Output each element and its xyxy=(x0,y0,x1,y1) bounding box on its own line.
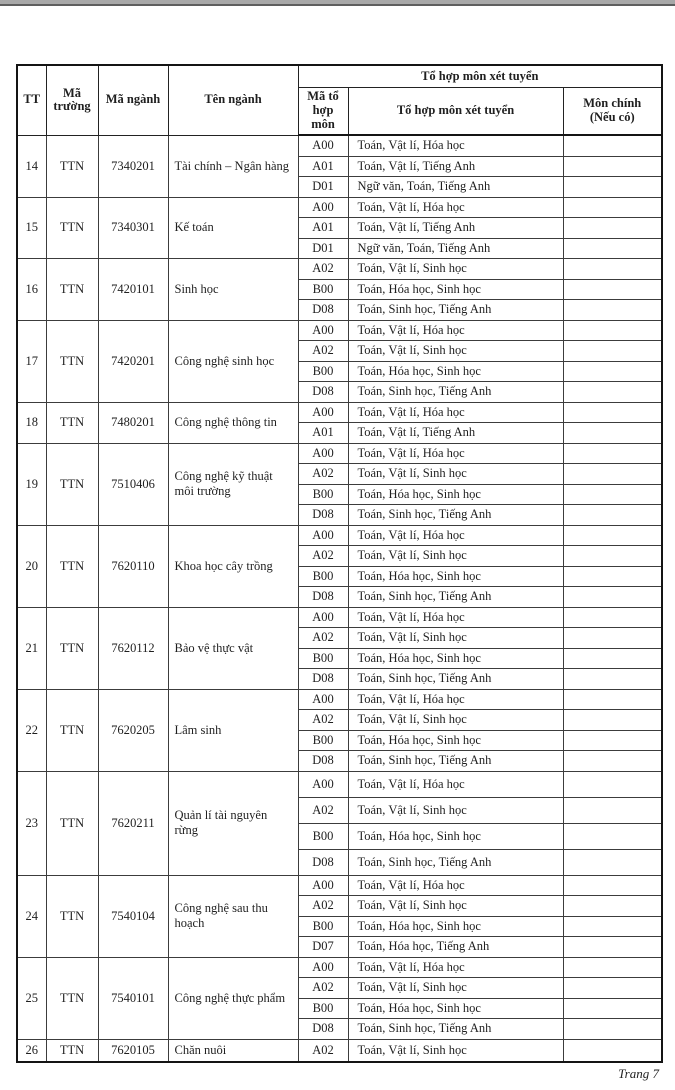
tt-cell: 23 xyxy=(17,771,46,875)
header-combo-group: Tổ hợp môn xét tuyển xyxy=(298,65,662,88)
school-code-cell: TTN xyxy=(46,525,98,607)
main-subject-cell xyxy=(563,135,662,156)
school-code-cell: TTN xyxy=(46,957,98,1039)
combo-code-cell: A02 xyxy=(298,1039,348,1062)
combo-code-cell: A00 xyxy=(298,607,348,628)
combo-subjects-cell: Toán, Vật lí, Hóa học xyxy=(348,607,563,628)
combo-subjects-cell: Toán, Vật lí, Sinh học xyxy=(348,978,563,999)
combo-code-cell: D08 xyxy=(298,300,348,321)
table-header xyxy=(17,65,662,135)
school-code-cell: TTN xyxy=(46,259,98,321)
combo-code-cell: D08 xyxy=(298,382,348,403)
header-combo-subjects: Tổ hợp môn xét tuyển xyxy=(348,88,563,136)
school-code-cell: TTN xyxy=(46,771,98,875)
major-code-cell: 7510406 xyxy=(98,443,168,525)
header-row-1 xyxy=(17,65,662,88)
combo-code-cell: D01 xyxy=(298,177,348,198)
main-subject-cell xyxy=(563,998,662,1019)
combo-code-cell: B00 xyxy=(298,916,348,937)
school-code-cell: TTN xyxy=(46,197,98,259)
combo-subjects-cell: Toán, Vật lí, Hóa học xyxy=(348,957,563,978)
combo-subjects-cell: Toán, Sinh học, Tiếng Anh xyxy=(348,300,563,321)
combo-subjects-cell: Toán, Hóa học, Sinh học xyxy=(348,998,563,1019)
combo-code-cell: A00 xyxy=(298,402,348,423)
main-subject-cell xyxy=(563,197,662,218)
main-subject-cell xyxy=(563,464,662,485)
major-name-cell: Lâm sinh xyxy=(168,689,298,771)
major-code-cell: 7540104 xyxy=(98,875,168,957)
main-subject-cell xyxy=(563,823,662,849)
tt-cell: 20 xyxy=(17,525,46,607)
major-name-cell: Công nghệ sinh học xyxy=(168,320,298,402)
major-name-cell: Tài chính – Ngân hàng xyxy=(168,135,298,197)
major-code-cell: 7340301 xyxy=(98,197,168,259)
main-subject-cell xyxy=(563,628,662,649)
combo-code-cell: D08 xyxy=(298,669,348,690)
combo-code-cell: A02 xyxy=(298,464,348,485)
school-code-cell: TTN xyxy=(46,443,98,525)
main-subject-cell xyxy=(563,937,662,958)
combo-subjects-cell: Toán, Sinh học, Tiếng Anh xyxy=(348,669,563,690)
main-subject-cell xyxy=(563,341,662,362)
combo-subjects-cell: Toán, Hóa học, Sinh học xyxy=(348,361,563,382)
combo-code-cell: A00 xyxy=(298,957,348,978)
combo-subjects-cell: Toán, Sinh học, Tiếng Anh xyxy=(348,382,563,403)
school-code-cell: TTN xyxy=(46,875,98,957)
major-name-cell: Công nghệ thông tin xyxy=(168,402,298,443)
combo-subjects-cell: Toán, Vật lí, Sinh học xyxy=(348,797,563,823)
tt-cell: 17 xyxy=(17,320,46,402)
combo-code-cell: A02 xyxy=(298,978,348,999)
table-row xyxy=(17,443,662,464)
major-code-cell: 7620211 xyxy=(98,771,168,875)
combo-subjects-cell: Toán, Vật lí, Sinh học xyxy=(348,546,563,567)
combo-subjects-cell: Toán, Hóa học, Sinh học xyxy=(348,648,563,669)
main-subject-cell xyxy=(563,300,662,321)
combo-subjects-cell: Toán, Vật lí, Hóa học xyxy=(348,771,563,797)
main-subject-cell xyxy=(563,607,662,628)
major-name-cell: Công nghệ sau thu hoạch xyxy=(168,875,298,957)
school-code-cell: TTN xyxy=(46,320,98,402)
document-page xyxy=(16,64,661,1082)
major-name-cell: Khoa học cây trồng xyxy=(168,525,298,607)
combo-code-cell: B00 xyxy=(298,279,348,300)
combo-subjects-cell: Toán, Vật lí, Sinh học xyxy=(348,710,563,731)
main-subject-cell xyxy=(563,238,662,259)
main-subject-cell xyxy=(563,587,662,608)
combo-code-cell: A00 xyxy=(298,875,348,896)
tt-cell: 15 xyxy=(17,197,46,259)
admission-combinations-table xyxy=(16,64,663,1063)
combo-code-cell: D08 xyxy=(298,751,348,772)
major-code-cell: 7420101 xyxy=(98,259,168,321)
tt-cell: 25 xyxy=(17,957,46,1039)
major-code-cell: 7480201 xyxy=(98,402,168,443)
table-row xyxy=(17,771,662,797)
combo-subjects-cell: Toán, Hóa học, Sinh học xyxy=(348,566,563,587)
combo-subjects-cell: Toán, Vật lí, Hóa học xyxy=(348,402,563,423)
combo-code-cell: A02 xyxy=(298,341,348,362)
combo-subjects-cell: Toán, Sinh học, Tiếng Anh xyxy=(348,587,563,608)
combo-subjects-cell: Toán, Sinh học, Tiếng Anh xyxy=(348,849,563,875)
header-major-code: Mã ngành xyxy=(98,65,168,135)
combo-subjects-cell: Toán, Sinh học, Tiếng Anh xyxy=(348,505,563,526)
main-subject-cell xyxy=(563,361,662,382)
major-code-cell: 7620105 xyxy=(98,1039,168,1062)
main-subject-cell xyxy=(563,423,662,444)
main-subject-cell xyxy=(563,566,662,587)
combo-code-cell: A01 xyxy=(298,218,348,239)
main-subject-cell xyxy=(563,320,662,341)
combo-code-cell: B00 xyxy=(298,361,348,382)
combo-code-cell: B00 xyxy=(298,648,348,669)
combo-code-cell: A01 xyxy=(298,156,348,177)
major-name-cell: Chăn nuôi xyxy=(168,1039,298,1062)
table-row xyxy=(17,689,662,710)
combo-subjects-cell: Toán, Vật lí, Hóa học xyxy=(348,875,563,896)
combo-subjects-cell: Toán, Vật lí, Tiếng Anh xyxy=(348,156,563,177)
combo-subjects-cell: Toán, Vật lí, Hóa học xyxy=(348,320,563,341)
main-subject-cell xyxy=(563,875,662,896)
table-row xyxy=(17,320,662,341)
school-code-cell: TTN xyxy=(46,689,98,771)
combo-subjects-cell: Toán, Vật lí, Sinh học xyxy=(348,1039,563,1062)
table-row xyxy=(17,259,662,280)
main-subject-cell xyxy=(563,382,662,403)
table-body xyxy=(17,135,662,1062)
main-subject-cell xyxy=(563,156,662,177)
main-subject-cell xyxy=(563,957,662,978)
combo-subjects-cell: Toán, Vật lí, Tiếng Anh xyxy=(348,423,563,444)
tt-cell: 22 xyxy=(17,689,46,771)
table-row xyxy=(17,135,662,156)
combo-subjects-cell: Toán, Sinh học, Tiếng Anh xyxy=(348,1019,563,1040)
combo-code-cell: D01 xyxy=(298,238,348,259)
combo-code-cell: D08 xyxy=(298,1019,348,1040)
table-row xyxy=(17,957,662,978)
main-subject-cell xyxy=(563,177,662,198)
combo-subjects-cell: Toán, Hóa học, Sinh học xyxy=(348,823,563,849)
table-row xyxy=(17,402,662,423)
main-subject-cell xyxy=(563,279,662,300)
combo-code-cell: B00 xyxy=(298,823,348,849)
combo-code-cell: A00 xyxy=(298,525,348,546)
combo-subjects-cell: Toán, Hóa học, Tiếng Anh xyxy=(348,937,563,958)
combo-subjects-cell: Toán, Vật lí, Hóa học xyxy=(348,197,563,218)
tt-cell: 19 xyxy=(17,443,46,525)
combo-code-cell: A00 xyxy=(298,135,348,156)
major-code-cell: 7540101 xyxy=(98,957,168,1039)
combo-code-cell: A00 xyxy=(298,771,348,797)
combo-code-cell: B00 xyxy=(298,484,348,505)
major-name-cell: Quản lí tài nguyên rừng xyxy=(168,771,298,875)
major-name-cell: Bảo vệ thực vật xyxy=(168,607,298,689)
main-subject-cell xyxy=(563,916,662,937)
combo-code-cell: A01 xyxy=(298,423,348,444)
tt-cell: 21 xyxy=(17,607,46,689)
tt-cell: 18 xyxy=(17,402,46,443)
table-row xyxy=(17,875,662,896)
table-row xyxy=(17,197,662,218)
combo-subjects-cell: Toán, Vật lí, Sinh học xyxy=(348,259,563,280)
main-subject-cell xyxy=(563,1039,662,1062)
combo-subjects-cell: Toán, Hóa học, Sinh học xyxy=(348,730,563,751)
main-subject-cell xyxy=(563,797,662,823)
header-main-subject-label: Môn chính (Nếu có) xyxy=(583,96,642,124)
table-row xyxy=(17,525,662,546)
tt-cell: 26 xyxy=(17,1039,46,1062)
combo-subjects-cell: Toán, Vật lí, Sinh học xyxy=(348,896,563,917)
major-code-cell: 7620205 xyxy=(98,689,168,771)
combo-code-cell: A02 xyxy=(298,546,348,567)
major-code-cell: 7420201 xyxy=(98,320,168,402)
tt-cell: 14 xyxy=(17,135,46,197)
combo-code-cell: A02 xyxy=(298,628,348,649)
main-subject-cell xyxy=(563,669,662,690)
main-subject-cell xyxy=(563,1019,662,1040)
combo-code-cell: D07 xyxy=(298,937,348,958)
combo-subjects-cell: Toán, Vật lí, Tiếng Anh xyxy=(348,218,563,239)
school-code-cell: TTN xyxy=(46,607,98,689)
main-subject-cell xyxy=(563,218,662,239)
main-subject-cell xyxy=(563,689,662,710)
combo-code-cell: A02 xyxy=(298,259,348,280)
combo-subjects-cell: Ngữ văn, Toán, Tiếng Anh xyxy=(348,238,563,259)
main-subject-cell xyxy=(563,710,662,731)
combo-code-cell: B00 xyxy=(298,566,348,587)
combo-subjects-cell: Toán, Vật lí, Hóa học xyxy=(348,689,563,710)
main-subject-cell xyxy=(563,484,662,505)
combo-subjects-cell: Toán, Hóa học, Sinh học xyxy=(348,916,563,937)
combo-subjects-cell: Toán, Hóa học, Sinh học xyxy=(348,484,563,505)
combo-subjects-cell: Ngữ văn, Toán, Tiếng Anh xyxy=(348,177,563,198)
combo-code-cell: A00 xyxy=(298,689,348,710)
school-code-cell: TTN xyxy=(46,1039,98,1062)
combo-subjects-cell: Toán, Hóa học, Sinh học xyxy=(348,279,563,300)
page-number: Trang 7 xyxy=(618,1066,659,1081)
major-name-cell: Kế toán xyxy=(168,197,298,259)
combo-subjects-cell: Toán, Sinh học, Tiếng Anh xyxy=(348,751,563,772)
combo-code-cell: D08 xyxy=(298,849,348,875)
header-school-code: Mã trường xyxy=(46,65,98,135)
major-name-cell: Công nghệ thực phẩm xyxy=(168,957,298,1039)
combo-code-cell: B00 xyxy=(298,998,348,1019)
tt-cell: 24 xyxy=(17,875,46,957)
header-tt: TT xyxy=(17,65,46,135)
table-row xyxy=(17,1039,662,1062)
combo-code-cell: A02 xyxy=(298,896,348,917)
combo-subjects-cell: Toán, Vật lí, Sinh học xyxy=(348,341,563,362)
combo-subjects-cell: Toán, Vật lí, Sinh học xyxy=(348,628,563,649)
header-major-name: Tên ngành xyxy=(168,65,298,135)
header-combo-code: Mã tổ hợp môn xyxy=(298,88,348,136)
main-subject-cell xyxy=(563,751,662,772)
combo-code-cell: A00 xyxy=(298,443,348,464)
main-subject-cell xyxy=(563,648,662,669)
main-subject-cell xyxy=(563,896,662,917)
main-subject-cell xyxy=(563,402,662,423)
main-subject-cell xyxy=(563,730,662,751)
main-subject-cell xyxy=(563,849,662,875)
school-code-cell: TTN xyxy=(46,135,98,197)
combo-code-cell: B00 xyxy=(298,730,348,751)
combo-subjects-cell: Toán, Vật lí, Hóa học xyxy=(348,135,563,156)
combo-code-cell: A02 xyxy=(298,797,348,823)
school-code-cell: TTN xyxy=(46,402,98,443)
combo-subjects-cell: Toán, Vật lí, Sinh học xyxy=(348,464,563,485)
major-code-cell: 7340201 xyxy=(98,135,168,197)
major-code-cell: 7620110 xyxy=(98,525,168,607)
combo-code-cell: D08 xyxy=(298,505,348,526)
page-edge-strip xyxy=(0,0,675,6)
main-subject-cell xyxy=(563,505,662,526)
main-subject-cell xyxy=(563,259,662,280)
header-main-subject xyxy=(563,88,662,136)
combo-code-cell: D08 xyxy=(298,587,348,608)
combo-code-cell: A02 xyxy=(298,710,348,731)
main-subject-cell xyxy=(563,443,662,464)
main-subject-cell xyxy=(563,771,662,797)
major-name-cell: Sinh học xyxy=(168,259,298,321)
table-row xyxy=(17,607,662,628)
major-code-cell: 7620112 xyxy=(98,607,168,689)
tt-cell: 16 xyxy=(17,259,46,321)
main-subject-cell xyxy=(563,525,662,546)
combo-subjects-cell: Toán, Vật lí, Hóa học xyxy=(348,443,563,464)
main-subject-cell xyxy=(563,546,662,567)
combo-code-cell: A00 xyxy=(298,197,348,218)
major-name-cell: Công nghệ kỹ thuật môi trường xyxy=(168,443,298,525)
combo-subjects-cell: Toán, Vật lí, Hóa học xyxy=(348,525,563,546)
combo-code-cell: A00 xyxy=(298,320,348,341)
main-subject-cell xyxy=(563,978,662,999)
